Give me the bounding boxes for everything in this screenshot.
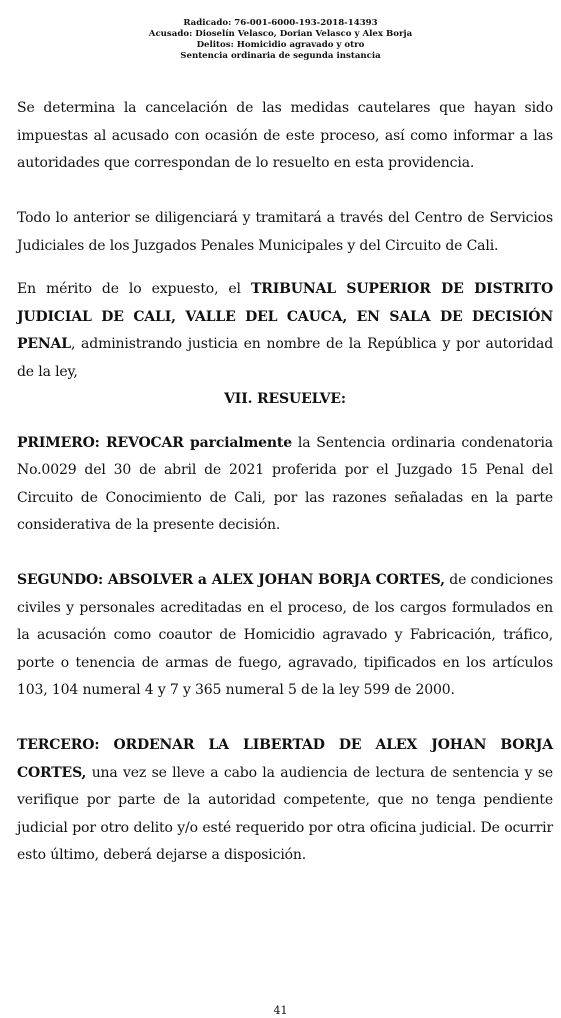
tribunal-name: TRIBUNAL SUPERIOR DE DISTRITO JUDICIAL DE CALI, VALLE DEL CAUCA, EN SALA DE DECISIÓN PENAL bbox=[17, 281, 553, 352]
primero-text: la Sentencia ordinaria condenatoria No.0029 del 30 de abril de 2021 proferida por el Juzgado 15 Penal del Circuito de Conocimiento de Cali, por las razones señaladas en la parte considerativa de la presente decisión. bbox=[17, 434, 553, 533]
merito-intro: En mérito de lo expuesto, el bbox=[17, 281, 251, 297]
paragraph-merito bbox=[17, 276, 553, 386]
section-title-resuelve: VII. RESUELVE: bbox=[224, 391, 346, 407]
page-number: 41 bbox=[273, 1004, 288, 1017]
header-delitos: Delitos: Homicidio agravado y otro bbox=[196, 40, 365, 50]
header-sentencia: Sentencia ordinaria de segunda instancia bbox=[180, 51, 381, 61]
paragraph-tercero bbox=[17, 732, 553, 870]
document-header bbox=[0, 18, 561, 62]
tercero-label: TERCERO: ORDENAR LA LIBERTAD DE ALEX JOHAN BORJA CORTES, bbox=[17, 737, 553, 781]
paragraph-segundo bbox=[17, 567, 553, 705]
paragraph-centro-servicios: Todo lo anterior se diligenciará y tramitará a través del Centro de Servicios Judiciales de los Juzgados Penales Municipales y del Circuito de Cali. bbox=[17, 210, 553, 254]
segundo-label: SEGUNDO: ABSOLVER a ALEX JOHAN BORJA CORTES, bbox=[17, 572, 445, 588]
tercero-text: una vez se lleve a cabo la audiencia de lectura de sentencia y se verifique por parte de la autoridad competente, que no tenga pendiente judicial por otro delito y/o esté requerido por otra oficina judicial. De ocurrir esto último, deberá dejarse a disposición. bbox=[17, 764, 553, 863]
segundo-text: de condiciones civiles y personales acreditadas en el proceso, de los cargos formulados en la acusación como coautor de Homicidio agravado y Fabricación, tráfico, porte o tenencia de armas de fuego, agravado, tipificados en los artículos 103, 104 numeral 4 y 7 y 365 numeral 5 de la ley 599 de 2000. bbox=[17, 572, 553, 698]
document-body bbox=[17, 95, 553, 870]
merito-closing: , administrando justicia en nombre de la República y por autoridad de la ley, bbox=[17, 336, 553, 380]
header-radicado: Radicado: 76-001-6000-193-2018-14393 bbox=[183, 18, 378, 28]
paragraph-medidas-cautelares: Se determina la cancelación de las medidas cautelares que hayan sido impuestas al acusado con ocasión de este proceso, así como informar a las autoridades que correspondan de lo resuelto en esta providencia. bbox=[17, 100, 553, 171]
header-acusado: Acusado: Dioselín Velasco, Dorian Velasco y Alex Borja bbox=[148, 29, 413, 39]
paragraph-primero bbox=[17, 430, 553, 540]
primero-label: PRIMERO: REVOCAR parcialmente bbox=[17, 434, 292, 451]
